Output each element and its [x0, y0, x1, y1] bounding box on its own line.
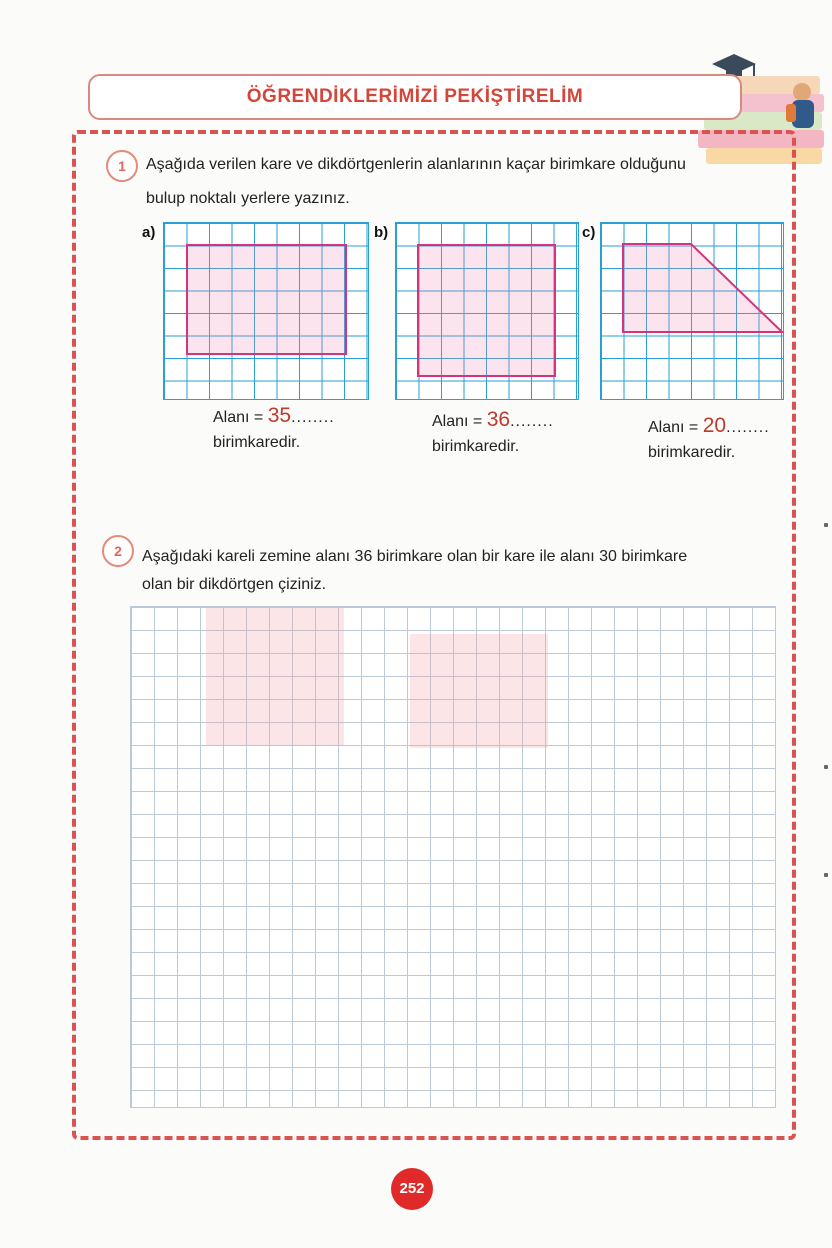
answer-value-c: 20 — [702, 414, 727, 437]
section-title-box — [88, 74, 742, 120]
graduation-cap-icon — [712, 54, 756, 76]
answer-suffix-a: birimkaredir. — [213, 434, 301, 451]
drawn-square — [206, 608, 344, 746]
answer-value-b: 36 — [486, 408, 511, 431]
area-label: Alanı = — [648, 419, 699, 436]
area-label: Alanı = — [432, 413, 483, 430]
item-a-label: a) — [142, 224, 156, 241]
area-label: Alanı = — [213, 409, 264, 426]
trapezoid-c — [600, 222, 784, 400]
question-number-badge: 2 — [102, 535, 134, 567]
question1-text-line1: Aşağıda verilen kare ve dikdörtgenlerin alanlarının kaçar birimkare olduğunu — [146, 156, 686, 173]
square-b — [417, 244, 556, 377]
section-title: ÖĞRENDİKLERİMİZİ PEKİŞTİRELİM — [246, 86, 584, 107]
answer-dots: ........ — [291, 409, 335, 426]
item-b-label: b) — [374, 224, 389, 241]
question1-text-line2: bulup noktalı yerlere yazınız. — [146, 190, 350, 207]
question2-text-line1: Aşağıdaki kareli zemine alanı 36 birimkare olan bir kare ile alanı 30 birimkare — [142, 548, 688, 565]
answer-b — [432, 408, 554, 432]
question2-text-line2: olan bir dikdörtgen çiziniz. — [142, 576, 327, 593]
page-number-badge: 252 — [391, 1168, 433, 1210]
answer-suffix-b: birimkaredir. — [432, 438, 520, 455]
item-c-label: c) — [582, 224, 596, 241]
answer-value-a: 35 — [267, 404, 292, 427]
answer-suffix-c: birimkaredir. — [648, 444, 736, 461]
edge-mark — [824, 765, 828, 769]
edge-mark — [824, 873, 828, 877]
drawn-rectangle — [410, 634, 548, 748]
rectangle-a — [186, 244, 347, 355]
answer-a — [213, 404, 335, 428]
question-number-badge: 1 — [106, 150, 138, 182]
edge-mark — [824, 523, 828, 527]
answer-dots: ........ — [726, 419, 770, 436]
answer-c — [648, 414, 770, 438]
answer-dots: ........ — [510, 413, 554, 430]
